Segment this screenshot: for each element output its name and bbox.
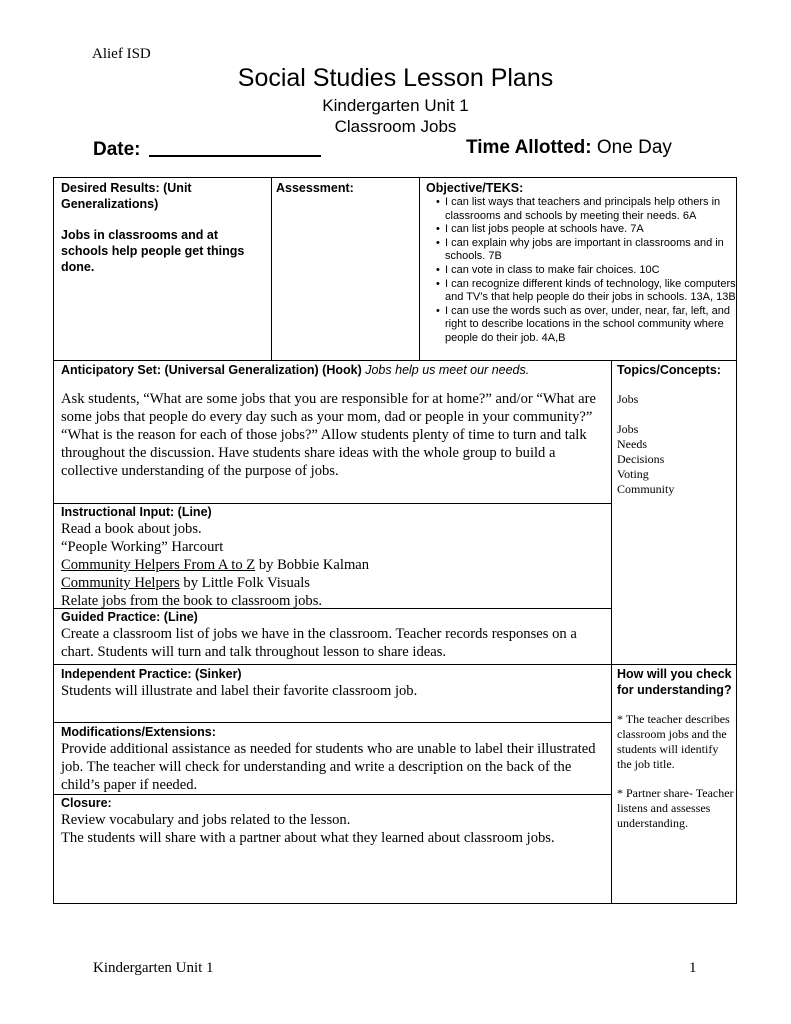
check-item: * Partner share- Teacher listens and assesses understanding. [617, 786, 734, 830]
closure-line: The students will share with a partner about what they learned about classroom jobs. [61, 830, 555, 846]
column-divider [419, 178, 420, 361]
time-label: Time Allotted: [466, 137, 592, 158]
instructional-heading: Instructional Input: (Line) [61, 505, 212, 519]
objectives-list [426, 196, 736, 346]
column-divider [611, 360, 612, 903]
bullet-icon: • [436, 196, 440, 208]
objective-item: • I can vote in class to make fair choices. 10C [436, 263, 660, 276]
column-divider [271, 178, 272, 361]
book-reference: Community Helpers by Little Folk Visuals [61, 575, 310, 591]
book-reference: Community Helpers From A to Z by Bobbie Kalman [61, 557, 370, 573]
check-item: * The teacher describes classroom jobs and the students will identify the job title. [617, 712, 730, 771]
modifications-text: Provide additional assistance as needed for students who are unable to label their illustrated job. The teacher will check for understanding and write a description on the back of the child’s paper if needed. [61, 741, 596, 793]
page-number: 1 [689, 960, 697, 976]
page-title: Social Studies Lesson Plans [237, 64, 554, 92]
bullet-icon: • [436, 277, 440, 290]
bullet-icon: • [436, 236, 440, 249]
date-blank-line [149, 137, 321, 157]
time-value: One Day [596, 137, 672, 158]
anticipatory-heading: Anticipatory Set: (Universal Generalization) (Hook) Jobs help us meet our needs. [61, 363, 530, 377]
assessment-cell [276, 180, 416, 196]
bullet-icon: • [436, 223, 440, 236]
topic-item: Needs [617, 437, 647, 451]
instructional-input-cell [61, 504, 607, 610]
unit-subtitle: Kindergarten Unit 1 [322, 96, 469, 115]
topic-subtitle: Classroom Jobs [334, 117, 457, 136]
guided-text: Create a classroom list of jobs we have in the classroom. Teacher records responses on a chart. Students will turn and talk throughout lesson to share ideas. [61, 626, 577, 660]
instructional-line: “People Working” Harcourt [61, 539, 224, 555]
topic-first: Jobs [617, 392, 639, 406]
topic-item: Decisions [617, 452, 665, 466]
row-divider [54, 360, 736, 361]
desired-results-heading: Desired Results: (Unit Generalizations) [61, 181, 192, 211]
objective-item: • I can list jobs people at schools have. 7A [436, 223, 644, 236]
objectives-heading: Objective/TEKS: [426, 181, 524, 195]
independent-heading: Independent Practice: (Sinker) [61, 667, 242, 681]
hook-text: Jobs help us meet our needs. [365, 363, 530, 377]
check-heading: How will you check for understanding? [617, 667, 732, 697]
independent-practice-cell [61, 666, 607, 700]
modifications-heading: Modifications/Extensions: [61, 725, 216, 739]
bullet-icon: • [436, 304, 440, 317]
objective-item: • I can recognize different kinds of technology, like computers and TV’s that help people do their jobs in schools. 13A, 13B [436, 277, 736, 304]
desired-results-cell [61, 180, 267, 275]
row-divider [54, 722, 611, 723]
topic-item: Jobs [617, 422, 639, 436]
check-understanding-cell [617, 666, 735, 831]
assessment-heading: Assessment: [276, 181, 354, 195]
topics-heading: Topics/Concepts: [617, 363, 721, 377]
date-label: Date: [93, 139, 141, 160]
desired-results-text: Jobs in classrooms and at schools help people get things done. [61, 228, 245, 274]
topic-item: Voting [617, 467, 649, 481]
anticipatory-set-cell [61, 362, 607, 480]
modifications-cell [61, 724, 607, 794]
closure-heading: Closure: [61, 796, 112, 810]
instructional-line: Read a book about jobs. [61, 521, 202, 537]
closure-line: Review vocabulary and jobs related to the lesson. [61, 812, 351, 828]
closure-cell [61, 795, 607, 847]
book-title: Community Helpers [61, 575, 180, 591]
instructional-line: Relate jobs from the book to classroom jobs. [61, 593, 323, 609]
topic-item: Community [617, 482, 675, 496]
guided-heading: Guided Practice: (Line) [61, 610, 198, 624]
objective-item: • I can list ways that teachers and principals help others in classrooms and schools by meeting their needs. 6A [436, 196, 721, 222]
anticipatory-text: Ask students, “What are some jobs that you are responsible for at home?” and/or “What are some jobs that people do every day such as your mom, dad or people in your community?” “What is the reason for each of those jobs?” Allow students plenty of time to turn and talk throughout the discussion. Have students share ideas with the whole group to build a collective understanding of the purpose of jobs. [61, 391, 596, 479]
lesson-plan-table [53, 177, 737, 904]
district-name: Alief ISD [92, 46, 151, 62]
topics-list [617, 422, 735, 497]
independent-text: Students will illustrate and label their favorite classroom job. [61, 683, 418, 699]
guided-practice-cell [61, 609, 607, 661]
row-divider [54, 664, 736, 665]
time-allotted [466, 137, 672, 159]
bullet-icon: • [436, 263, 440, 276]
objectives-cell [426, 180, 736, 346]
date-field [93, 137, 321, 161]
book-title: Community Helpers From A to Z [61, 557, 256, 573]
topics-cell [617, 362, 735, 497]
footer-unit: Kindergarten Unit 1 [93, 960, 214, 976]
objective-item: • I can explain why jobs are important in classrooms and in schools. 7B [436, 236, 724, 263]
objective-item: • I can use the words such as over, under, near, far, left, and right to describe locations in the school community where people do their job. 4A,B [436, 304, 730, 344]
